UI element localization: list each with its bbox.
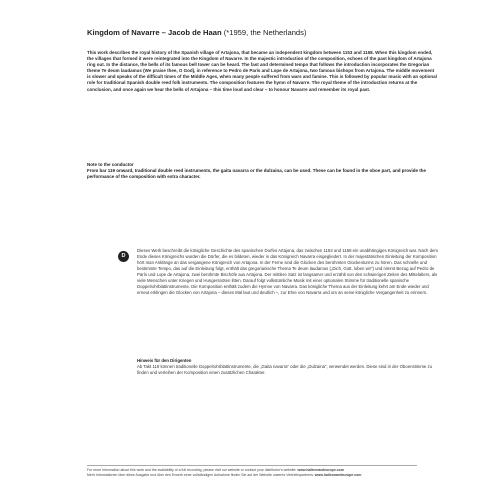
footer-divider	[87, 465, 417, 466]
footer-text-english: For more information about this work and the availability of a full recording, please visit our website or contact your distributor's website:	[87, 468, 298, 472]
german-note-body: Ab Takt 119 können traditionelle Doppelrohrblattinstrumente, die „Gaita navarra“ oder die „Dulzaina“, verwendet werden. Diese sind in der Oboenstimme zu finden und verleihen der Komposition einen zusätzlichen Charakter.	[137, 364, 433, 376]
english-note-body: From bar 119 onward, traditional double reed instruments, the gaita navarra or the dulzaina, can be used. These can be found in the oboe part, and provide the performance of the composition with extra character.	[87, 168, 427, 180]
german-language-badge: D	[118, 251, 129, 262]
page-title	[87, 28, 487, 38]
footer-line-german	[87, 473, 417, 478]
german-note-heading: Hinweis für den Dirigenten	[137, 358, 192, 363]
german-description: Dieses Werk beschreibt die königliche Geschichte des spanischen Dorfes Artajona, das zwischen 1153 und 1158 ein unabhängiges Königreich war. Nach dem Ende dieses Königreichs wurden die Dörfer, die es bildeten, wieder in das Königreich Navarra eingegliedert. In der majestätischen Einleitung der Komposition hört man Anklänge an das vergangene Königreich von Artajona. In der Ferne sind die Glocken des berühmten Glockenturms zu hören. Das schnelle und bestimmte Tempo, das auf die Einleitung folgt, enthält das gregorianische Thema Te deum laudamus („Dich, Gott, loben wir“) und nimmt Bezug auf Pedro de París und Lope de Artajona, zwei berühmte Bischöfe aus Artajona. Der mittlere Satz ist langsamer und erzählt von den schwierigen Zeiten des Mittelalters, als viele Menschen unter Kriegen und Hungersnöten litten. Darauf folgt volkstümliche Musik mit einer optionalen Stimme für traditionelle spanische Doppelrohrblattinstrumente. Die Komposition enthält zudem die Hymne von Navarra. Das königliche Thema aus der Einleitung kehrt am Ende wieder und erneut erklingen die Glocken von Artajona – dieses Mal laut und deutlich –, zur Ehre von Navarra und um an seine königliche Vergangenheit zu erinnern.	[137, 248, 438, 296]
footer-text-german: Mehr Informationen über diese Ausgabe und über den Erwerb einer vollständigen Aufnahme finden Sie auf der Website unseres Vertriebspartners:	[87, 473, 315, 478]
footer-link-german[interactable]: www.halleonardeurope.com	[314, 473, 362, 478]
footer-link-english[interactable]: www.halleonardeurope.com	[297, 468, 344, 472]
footer	[87, 468, 417, 478]
page-title-main: Kingdom of Navarre – Jacob de Haan	[87, 28, 222, 37]
english-note-heading: Note to the conductor	[87, 162, 134, 167]
page-title-composer-dates: (*1959, the Netherlands)	[221, 28, 307, 37]
english-description: This work describes the royal history of the Spanish village of Artajona, that became an independent kingdom between 1153 and 1158. When this kingdom ended, the villages that formed it were reintegrated into the Kingdom of Navarre. In the majestic introduction of the composition, echoes of the past kingdom of Artajona ring out. In the distance, the bells of its famous bell tower can be heard. The fast and determined tempo that follows the introduction incorporates the Gregorian theme Te deum laudamus (We praise thee, O God), in reference to Pedro de París and Lope de Artajona, two famous bishops from Artajona. The middle movement is slower and speaks of the difficult times of the Middle Ages, when many people suffered from wars and famine. This is followed by popular music with an optional role for traditional Spanish double reed folk instruments. The composition features the hymn of Navarre. The royal theme of the introduction returns at the conclusion, and once again we hear the bells of Artajona – this time loud and clear – to honour Navarre and remember its royal past.	[87, 50, 437, 92]
